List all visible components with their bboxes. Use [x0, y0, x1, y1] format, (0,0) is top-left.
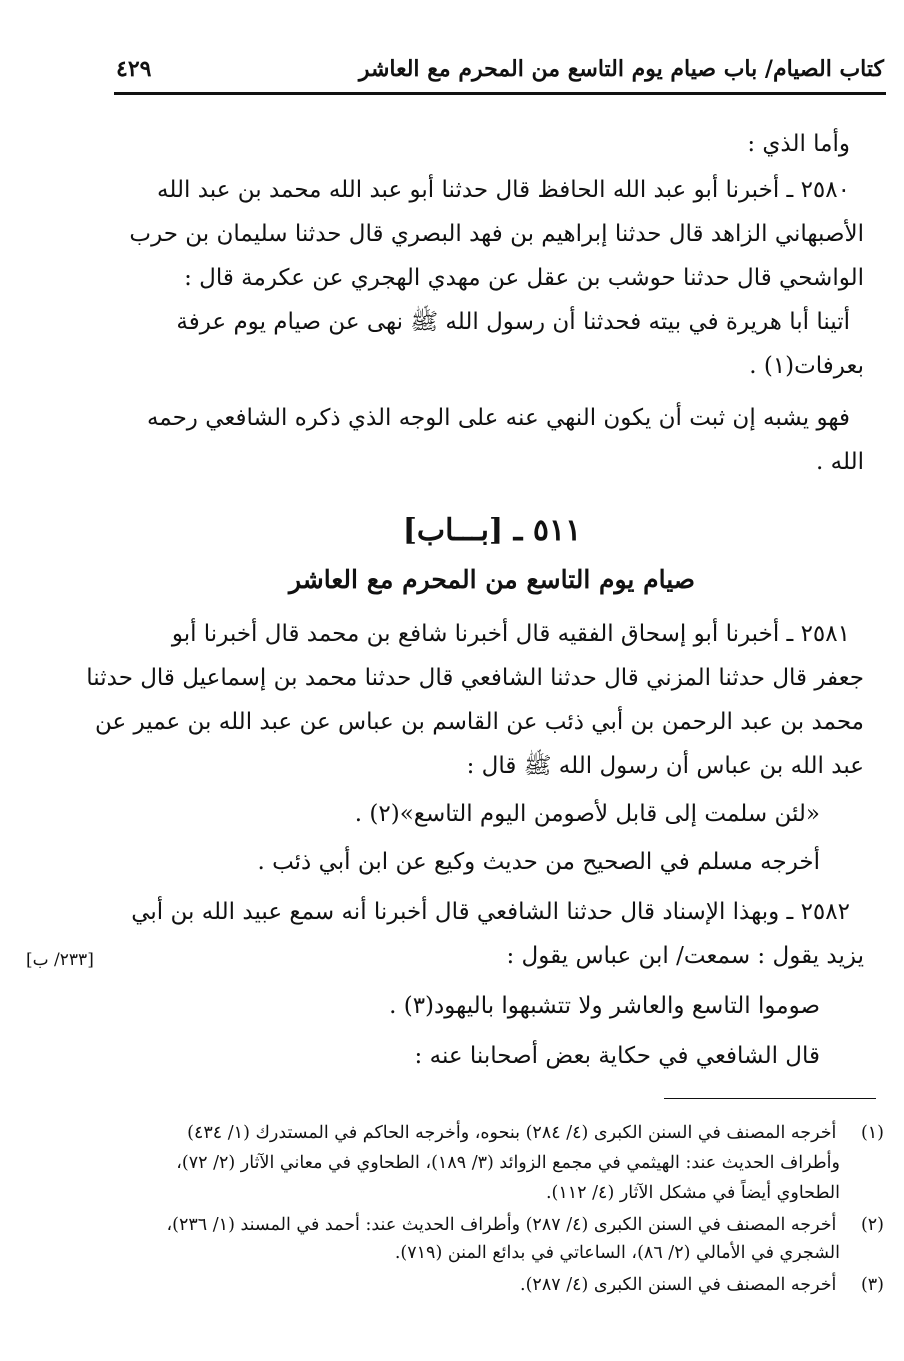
footnote-line	[104, 1272, 884, 1298]
page-number: ٤٢٩	[116, 56, 152, 82]
chapter-title-heading: صيام يوم التاسع من المحرم مع العاشر	[289, 565, 695, 594]
footnote-number: (١)	[860, 1123, 884, 1143]
footnote-line	[104, 1212, 884, 1238]
footnote-rule	[664, 1098, 876, 1099]
text-line: وأما الذي :	[747, 131, 850, 157]
text-line: «لئن سلمت إلى قابل لأصومن اليوم التاسع»(٢) .	[354, 801, 820, 827]
text-line: ٢٥٨١ ـ أخبرنا أبو إسحاق الفقيه قال أخبرنا شافع بن محمد قال أخبرنا أبو	[171, 621, 850, 647]
text-line: جعفر قال حدثنا المزني قال حدثنا الشافعي قال حدثنا محمد بن إسماعيل قال حدثنا	[86, 665, 864, 691]
footnote-number: (٣)	[860, 1275, 884, 1295]
text-line: محمد بن عبد الرحمن بن أبي ذئب عن القاسم بن عباس عن عبد الله بن عمير عن	[95, 709, 864, 735]
text-line: قال الشافعي في حكاية بعض أصحابنا عنه :	[414, 1043, 820, 1069]
footnote-line	[104, 1120, 884, 1146]
footnote-line: وأطراف الحديث عند: الهيثمي في مجمع الزوائد (٣/ ١٨٩)، الطحاوي في معاني الآثار (٢/ ٧٢)،	[176, 1153, 840, 1173]
text-line: عبد الله بن عباس أن رسول الله ﷺ قال :	[466, 753, 864, 779]
header-rule	[114, 92, 886, 95]
text-line: صوموا التاسع والعاشر ولا تتشبهوا باليهود(٣) .	[389, 993, 820, 1019]
manuscript-folio-note: [٢٣٣/ ب]	[26, 950, 94, 970]
footnote-text: أخرجه المصنف في السنن الكبرى (٤/ ٢٨٤) بنحوه، وأخرجه الحاكم في المستدرك (١/ ٤٣٤)	[187, 1123, 837, 1143]
running-header-title: كتاب الصيام/ باب صيام يوم التاسع من المحرم مع العاشر	[358, 56, 884, 82]
footnote-line: الشجري في الأمالي (٢/ ٨٦)، الساعاتي في بدائع المنن (٧١٩).	[394, 1243, 840, 1263]
text-line: ٢٥٨٢ ـ وبهذا الإسناد قال حدثنا الشافعي قال أخبرنا أنه سمع عبيد الله بن أبي	[131, 899, 850, 925]
text-line: فهو يشبه إن ثبت أن يكون النهي عنه على الوجه الذي ذكره الشافعي رحمه	[146, 405, 850, 431]
text-line: أخرجه مسلم في الصحيح من حديث وكيع عن ابن أبي ذئب .	[257, 849, 820, 875]
footnote-number: (٢)	[860, 1215, 884, 1235]
text-line: الواشحي قال حدثنا حوشب بن عقل عن مهدي الهجري عن عكرمة قال :	[184, 265, 864, 291]
footnote-line: الطحاوي أيضاً في مشكل الآثار (٤/ ١١٢).	[545, 1183, 840, 1203]
text-line: الأصبهاني الزاهد قال حدثنا إبراهيم بن فهد البصري قال حدثنا سليمان بن حرب	[129, 221, 864, 247]
footnote-text: أخرجه المصنف في السنن الكبرى (٤/ ٢٨٧) وأطراف الحديث عند: أحمد في المسند (١/ ٢٣٦)،	[166, 1215, 837, 1235]
chapter-number-heading: ٥١١ ـ [بـــاب]	[402, 513, 582, 548]
text-line: ٢٥٨٠ ـ أخبرنا أبو عبد الله الحافظ قال حدثنا أبو عبد الله محمد بن عبد الله	[157, 177, 850, 203]
text-line: الله .	[816, 449, 864, 475]
text-line: بعرفات(١) .	[749, 353, 864, 379]
text-line: يزيد يقول : سمعت/ ابن عباس يقول :	[506, 943, 864, 969]
footnote-text: أخرجه المصنف في السنن الكبرى (٤/ ٢٨٧).	[520, 1275, 837, 1295]
text-line: أتينا أبا هريرة في بيته فحدثنا أن رسول الله ﷺ نهى عن صيام يوم عرفة	[176, 309, 850, 335]
